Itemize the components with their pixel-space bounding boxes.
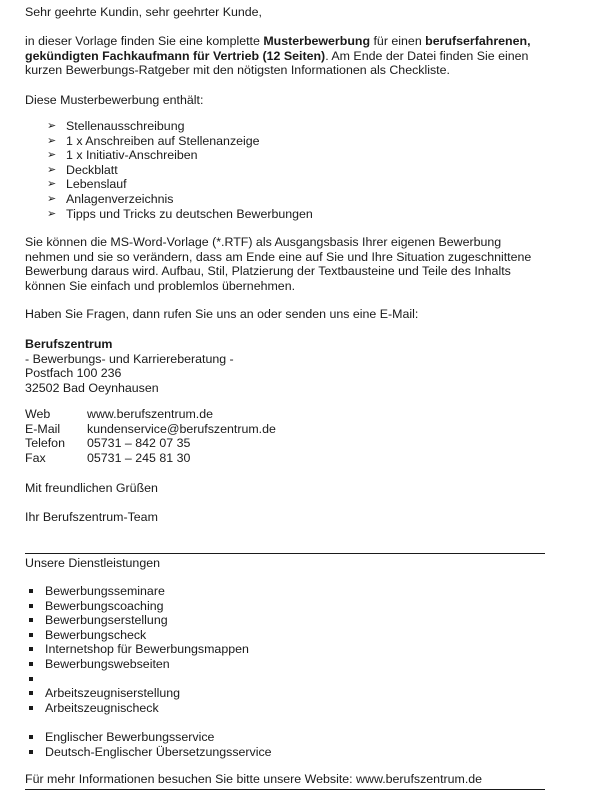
table-row <box>25 436 276 451</box>
intro-paragraph <box>25 34 545 78</box>
table-row <box>25 451 276 466</box>
contact-label: Telefon <box>25 436 65 451</box>
square-bullet-icon <box>29 662 33 666</box>
list-item: Deutsch-Englischer Übersetzungsservice <box>29 745 272 760</box>
list-item: Bewerbungserstellung <box>29 613 249 628</box>
services-list <box>29 584 249 715</box>
contents-list <box>47 119 313 221</box>
list-item: Bewerbungsseminare <box>29 584 249 599</box>
list-item: ➢ Lebenslauf <box>47 177 127 192</box>
square-bullet-icon <box>29 604 33 608</box>
arrow-bullet-icon: ➢ <box>47 207 57 220</box>
closing-text: Mit freundlichen Grüßen <box>25 481 158 495</box>
intro-text-2: für einen <box>370 34 426 48</box>
list-item: Bewerbungswebseiten <box>29 657 249 672</box>
contents-heading: Diese Musterbewerbung enthält: <box>25 93 204 107</box>
signoff-text: Ihr Berufszentrum-Team <box>25 510 158 524</box>
square-bullet-icon <box>29 706 33 710</box>
square-bullet-icon <box>29 677 33 681</box>
square-bullet-icon <box>29 750 33 754</box>
questions-text: Haben Sie Fragen, dann rufen Sie uns an oder senden uns eine E-Mail: <box>25 307 419 321</box>
organization-subtitle: - Bewerbungs- und Karriereberatung - <box>25 351 234 366</box>
list-item: Arbeitszeugniserstellung <box>29 686 249 701</box>
contact-value-fax: 05731 – 245 81 30 <box>87 450 191 465</box>
organization-name: Berufszentrum <box>25 337 113 351</box>
square-bullet-icon <box>29 589 33 593</box>
organization-postbox: Postfach 100 236 <box>25 366 122 381</box>
contact-label: Web <box>25 407 51 421</box>
list-item: ➢ Tipps und Tricks zu deutschen Bewerbungen <box>47 206 313 221</box>
intro-text-1: in dieser Vorlage finden Sie eine komplette <box>25 34 264 48</box>
services-extra-list <box>29 730 272 759</box>
contact-label: Fax <box>25 450 46 465</box>
intro-bold-2: berufserfahrenen, gekündigten Fachkaufmann für Vertrieb (12 Seiten) <box>25 34 531 63</box>
table-row <box>25 422 276 437</box>
contact-table <box>25 407 276 465</box>
list-item: ➢ 1 x Anschreiben auf Stellenanzeige <box>47 133 260 148</box>
table-row <box>25 407 276 422</box>
organization-address <box>25 337 234 395</box>
list-item: ➢ 1 x Initiativ-Anschreiben <box>47 148 198 163</box>
rtf-paragraph: Sie können die MS-Word-Vorlage (*.RTF) als Ausgangsbasis Ihrer eigenen Bewerbung nehmen und sie so verändern, dass am Ende eine auf Sie und Ihre Situation zugeschnittene Bewerbung daraus wird. Aufbau, Stil, Platzierung der Textbausteine und Teile des Inhalts können Sie einfach und problemlos übernehmen. <box>25 235 532 293</box>
divider <box>25 553 545 554</box>
intro-bold-1: Musterbewerbung <box>263 34 371 48</box>
list-item <box>29 672 249 687</box>
square-bullet-icon <box>29 647 33 651</box>
greeting: Sehr geehrte Kundin, sehr geehrter Kunde, <box>25 5 262 19</box>
organization-city: 32502 Bad Oeynhausen <box>25 380 159 395</box>
list-item: Bewerbungscoaching <box>29 599 249 614</box>
square-bullet-icon <box>29 735 33 739</box>
divider <box>25 789 545 790</box>
list-item: Bewerbungscheck <box>29 628 249 643</box>
list-item: ➢ Deckblatt <box>47 162 118 177</box>
list-item: ➢ Anlagenverzeichnis <box>47 191 174 206</box>
arrow-bullet-icon: ➢ <box>47 192 57 205</box>
arrow-bullet-icon: ➢ <box>47 163 57 176</box>
arrow-bullet-icon: ➢ <box>47 149 57 162</box>
contact-value-email[interactable]: kundenservice@berufszentrum.de <box>87 421 276 436</box>
list-item: Arbeitszeugnischeck <box>29 701 249 716</box>
square-bullet-icon <box>29 618 33 622</box>
services-title: Unsere Dienstleistungen <box>25 556 160 570</box>
more-info-text: Für mehr Informationen besuchen Sie bitte unsere Website: www.berufszentrum.de <box>25 772 483 786</box>
square-bullet-icon <box>29 691 33 695</box>
list-item: ➢ Stellenausschreibung <box>47 119 185 133</box>
intro-text-3: . Am Ende der Datei finden Sie einen kurzen Bewerbungs-Ratgeber mit den nötigsten Informationen als Checkliste. <box>25 48 529 78</box>
contact-label: E-Mail <box>25 421 61 436</box>
contact-value-web[interactable]: www.berufszentrum.de <box>87 407 214 421</box>
arrow-bullet-icon: ➢ <box>47 134 57 147</box>
contact-value-phone: 05731 – 842 07 35 <box>87 436 191 451</box>
list-item: Englischer Bewerbungsservice <box>29 730 272 745</box>
arrow-bullet-icon: ➢ <box>47 120 57 132</box>
arrow-bullet-icon: ➢ <box>47 178 57 191</box>
square-bullet-icon <box>29 633 33 637</box>
list-item: Internetshop für Bewerbungsmappen <box>29 642 249 657</box>
